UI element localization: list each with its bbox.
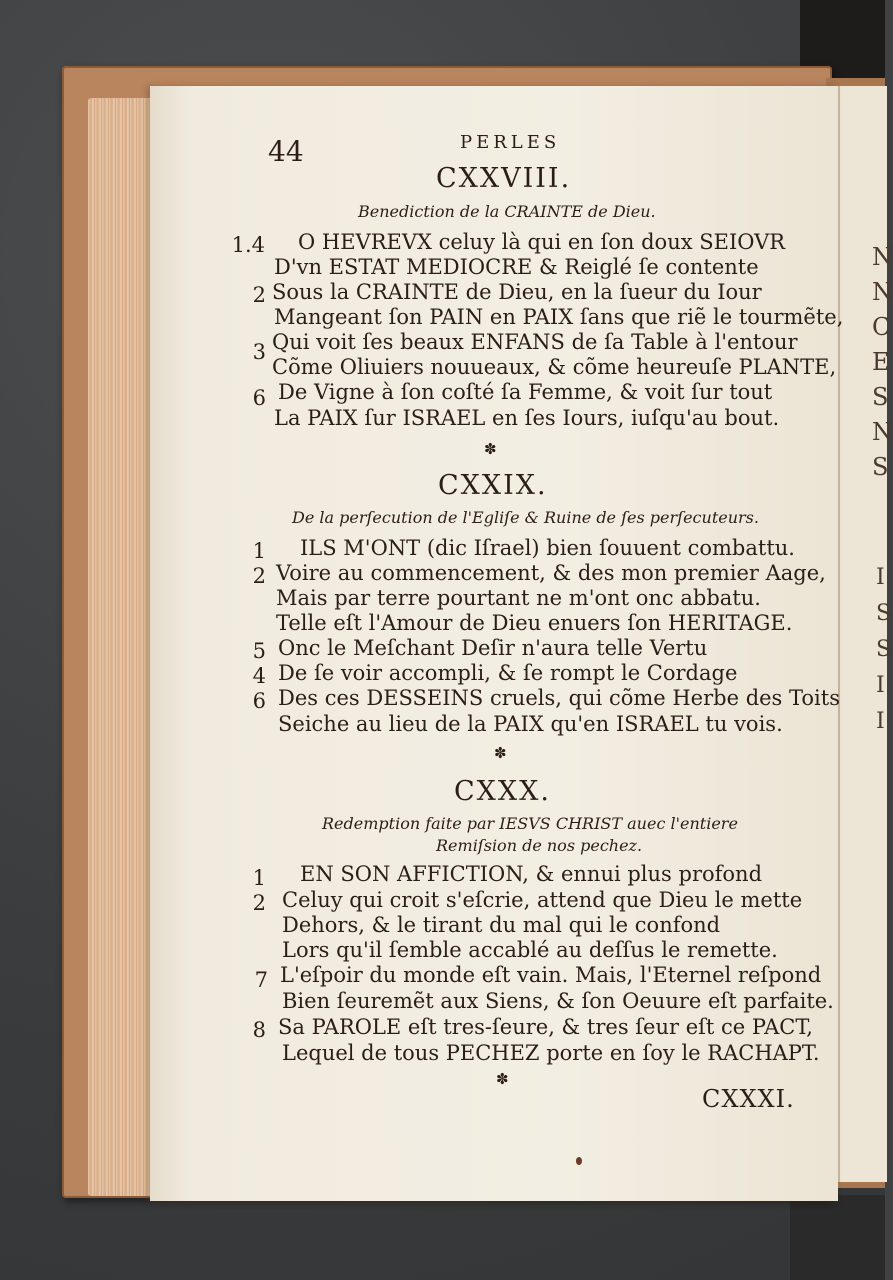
verse-line: EN SON AFFICTION, & ennui plus profond xyxy=(300,862,763,886)
ornament: ✽ xyxy=(494,744,507,762)
verse-line: Qui voit ſes beaux ENFANS de ſa Table à l'entour xyxy=(272,330,798,354)
verse-line: Lequel de tous PECHEZ porte en ſoy le RACHAPT. xyxy=(282,1041,820,1065)
verse-number: 2 xyxy=(252,891,266,915)
verse-number: 7 xyxy=(254,968,268,992)
section-title: CXXX. xyxy=(454,776,551,807)
verse-number: 4 xyxy=(252,664,266,688)
verse-number: 1.4 xyxy=(231,233,265,257)
verse-line: Mais par terre pourtant ne m'ont onc abbatu. xyxy=(276,586,761,610)
verse-line: Cõme Oliuiers nouueaux, & cõme heureuſe PLANTE, xyxy=(272,355,837,379)
verse-number: 1 xyxy=(252,539,266,563)
verse-line: D'vn ESTAT MEDIOCRE & Reiglé ſe contente xyxy=(274,255,759,279)
section-title: CXXVIII. xyxy=(436,163,572,194)
verse-number: 2 xyxy=(252,564,266,588)
facing-page-text-bottom: I S S I I xyxy=(876,565,892,734)
catchword: CXXXI. xyxy=(702,1085,795,1113)
verse-line: Sous la CRAINTE de Dieu, en la ſueur du Iour xyxy=(272,280,762,304)
verse-number: 1 xyxy=(252,866,266,890)
page-number: 44 xyxy=(268,135,304,168)
background-shadow-bottom xyxy=(790,1195,885,1280)
verse-line: Dehors, & le tirant du mal qui le confond xyxy=(282,913,721,937)
verse-line: De ſe voir accompli, & ſe rompt le Cordage xyxy=(278,661,738,685)
verse-line: Onc le Meſchant Deſir n'aura telle Vertu xyxy=(278,636,708,660)
section-subtitle: De la perſecution de l'Egliſe & Ruine de ſes perſecuteurs. xyxy=(292,508,759,527)
verse-number: 2 xyxy=(252,283,266,307)
ornament: ✽ xyxy=(496,1070,509,1088)
verse-line: Seiche au lieu de la PAIX qu'en ISRAEL tu vois. xyxy=(278,712,783,736)
verse-number: 5 xyxy=(252,639,266,663)
facing-page-text-top: N N C E S N S xyxy=(872,243,893,481)
verse-line: Bien ſeuremẽt aux Siens, & ſon Oeuure eſt parfaite. xyxy=(282,989,834,1013)
verse-line: L'eſpoir du monde eſt vain. Mais, l'Eternel reſpond xyxy=(280,963,822,987)
verse-line: La PAIX ſur ISRAEL en ſes Iours, iuſqu'au bout. xyxy=(274,406,780,430)
section-title: CXXIX. xyxy=(438,470,548,501)
verse-line: Lors qu'il ſemble accablé au deſſus le remette. xyxy=(282,938,778,962)
section-subtitle: Redemption faite par IESVS CHRIST auec l'entiere xyxy=(322,814,738,833)
verse-line: Mangeant ſon PAIN en PAIX ſans que riẽ le tourmẽte, xyxy=(274,305,844,329)
verse-line: Celuy qui croit s'eſcrie, attend que Dieu le mette xyxy=(282,888,803,912)
verse-line: Voire au commencement, & des mon premier Aage, xyxy=(276,561,826,585)
verse-line: Des ces DESSEINS cruels, qui cõme Herbe des Toits xyxy=(278,686,840,710)
ornament: ✽ xyxy=(484,440,497,458)
running-header: PERLES xyxy=(460,132,561,153)
ink-spot xyxy=(576,1157,582,1165)
section-subtitle-continued: Remiſsion de nos pechez. xyxy=(436,836,643,855)
verse-number: 6 xyxy=(252,386,266,410)
verse-line: O HEVREVX celuy là qui en ſon doux SEIOVR xyxy=(298,230,786,254)
section-subtitle: Benediction de la CRAINTE de Dieu. xyxy=(358,202,656,221)
verse-line: De Vigne à ſon coſté ſa Femme, & voit ſur tout xyxy=(278,380,773,404)
verse-line: Sa PAROLE eſt tres-ſeure, & tres ſeur eſt ce PACT, xyxy=(278,1015,813,1039)
verse-number: 6 xyxy=(252,689,266,713)
verse-number: 8 xyxy=(252,1018,266,1042)
verse-line: Telle eſt l'Amour de Dieu enuers ſon HERITAGE. xyxy=(276,611,793,635)
verse-line: ILS M'ONT (dic Iſrael) bien ſouuent combattu. xyxy=(300,536,795,560)
verse-number: 3 xyxy=(252,340,266,364)
